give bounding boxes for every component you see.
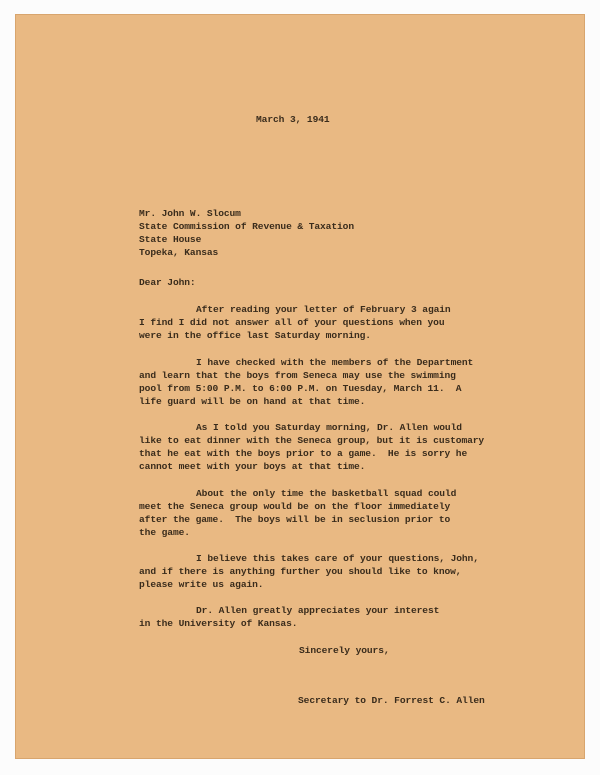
- paragraph-line: like to eat dinner with the Seneca group, but it is customary: [139, 435, 485, 446]
- paragraph-line: in the University of Kansas.: [139, 618, 298, 629]
- paragraph-line: cannot meet with your boys at that time.: [139, 461, 366, 472]
- recipient-line: State House: [139, 234, 202, 245]
- paragraph-line: life guard will be on hand at that time.: [139, 396, 366, 407]
- paragraph-line: After reading your letter of February 3 again: [196, 304, 451, 315]
- paragraph-line: pool from 5:00 P.M. to 6:00 P.M. on Tuesday, March 11. A: [139, 383, 462, 394]
- paragraph-line: As I told you Saturday morning, Dr. Allen would: [196, 422, 462, 433]
- complimentary-close: Sincerely yours,: [299, 645, 390, 656]
- paragraph-line: About the only time the basketball squad could: [196, 488, 457, 499]
- paragraph-line: meet the Seneca group would be on the floor immediately: [139, 501, 451, 512]
- letter-page: [15, 14, 585, 759]
- paragraph-line: I have checked with the members of the Department: [196, 357, 474, 368]
- paragraph-line: Dr. Allen greatly appreciates your interest: [196, 605, 440, 616]
- recipient-line: Topeka, Kansas: [139, 247, 219, 258]
- paragraph-line: that he eat with the boys prior to a game. He is sorry he: [139, 448, 468, 459]
- signature-line: Secretary to Dr. Forrest C. Allen: [298, 695, 485, 706]
- paragraph-line: the game.: [139, 527, 190, 538]
- salutation: Dear John:: [139, 277, 196, 288]
- paragraph-line: after the game. The boys will be in seclusion prior to: [139, 514, 451, 525]
- recipient-line: Mr. John W. Slocum: [139, 208, 241, 219]
- paragraph-line: please write us again.: [139, 579, 264, 590]
- paragraph-line: were in the office last Saturday morning.: [139, 330, 371, 341]
- paragraph-line: I find I did not answer all of your questions when you: [139, 317, 445, 328]
- paragraph-line: and learn that the boys from Seneca may use the swimming: [139, 370, 456, 381]
- recipient-line: State Commission of Revenue & Taxation: [139, 221, 354, 232]
- paragraph-line: and if there is anything further you should like to know,: [139, 566, 462, 577]
- paragraph-line: I believe this takes care of your questions, John,: [196, 553, 479, 564]
- letter-date: March 3, 1941: [256, 114, 330, 125]
